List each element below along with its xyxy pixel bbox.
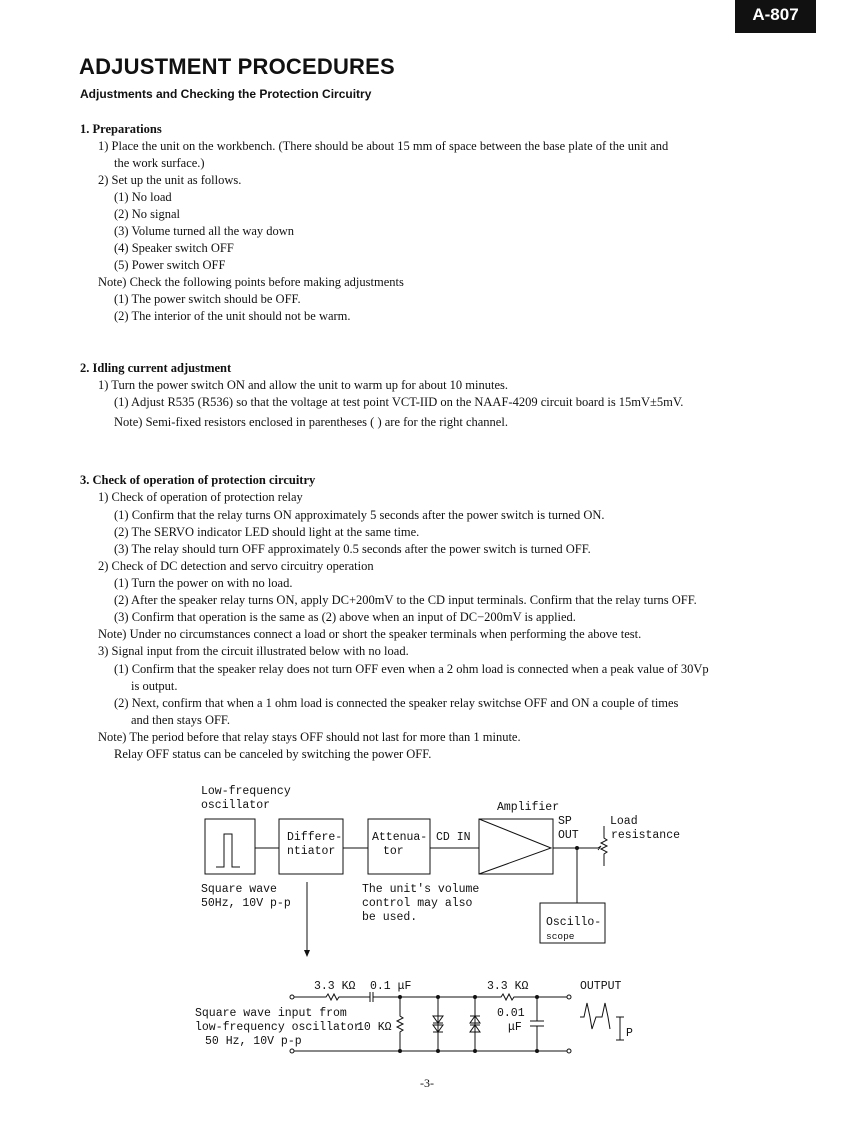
note: Note) Check the following points before making adjustments bbox=[98, 275, 404, 289]
label: Attenua- bbox=[372, 831, 428, 844]
label: Oscillo- bbox=[546, 916, 602, 929]
label: Load bbox=[610, 815, 638, 828]
label: resistance bbox=[611, 829, 681, 842]
list-item: (2) No signal bbox=[114, 207, 180, 221]
note: Relay OFF status can be canceled by switching the power OFF. bbox=[114, 747, 432, 761]
label: Low-frequency bbox=[201, 785, 291, 798]
diode-icon bbox=[433, 997, 443, 1051]
list-item: (2) Next, confirm that when a 1 ohm load is connected the speaker relay switchse OFF and ON a couple of times bbox=[114, 696, 679, 710]
model-badge: A-807 bbox=[735, 0, 816, 33]
label: control may also bbox=[362, 897, 473, 910]
label: P bbox=[626, 1027, 633, 1040]
label: oscillator bbox=[201, 799, 271, 812]
label: SP bbox=[558, 815, 572, 828]
list-item: (3) Confirm that operation is the same as (2) above when an input of DC−200mV is applied. bbox=[114, 610, 576, 624]
list-item: (1) Confirm that the speaker relay does not turn OFF even when a 2 ohm load is connected when a peak value of 30Vp bbox=[114, 662, 709, 676]
label: low-frequency oscillator bbox=[195, 1021, 361, 1034]
list-item: (4) Speaker switch OFF bbox=[114, 241, 234, 255]
label: 50 Hz, 10V p-p bbox=[205, 1035, 302, 1048]
resistor-10k-icon bbox=[397, 997, 403, 1051]
list-item: (1) No load bbox=[114, 190, 172, 204]
text-line: the work surface.) bbox=[114, 156, 205, 170]
list-item: (2) The SERVO indicator LED should light at the same time. bbox=[114, 525, 420, 539]
list-item: (1) The power switch should be OFF. bbox=[114, 292, 301, 306]
list-item: (2) The interior of the unit should not be warm. bbox=[114, 309, 351, 323]
label: Differe- bbox=[287, 831, 343, 844]
output-waveform-icon bbox=[580, 1003, 610, 1029]
label: 3.3 KΩ bbox=[487, 980, 529, 993]
label: 0.01 bbox=[497, 1007, 525, 1020]
note: Note) Under no circumstances connect a load or short the speaker terminals when performing the above test. bbox=[98, 627, 642, 641]
text-line: 3) Signal input from the circuit illustrated below with no load. bbox=[98, 644, 409, 658]
note: Note) The period before that relay stays OFF should not last for more than 1 minute. bbox=[98, 730, 521, 744]
page-title: ADJUSTMENT PROCEDURES bbox=[79, 54, 395, 79]
label: 10 KΩ bbox=[357, 1021, 392, 1034]
diode-icon bbox=[470, 997, 480, 1051]
list-item: (2) After the speaker relay turns ON, apply DC+200mV to the CD input terminals. Confirm that the relay turns OFF. bbox=[114, 593, 697, 607]
label: be used. bbox=[362, 911, 418, 924]
text-line: 1) Turn the power switch ON and allow the unit to warm up for about 10 minutes. bbox=[98, 378, 509, 392]
list-item: (1) Confirm that the relay turns ON approximately 5 seconds after the power switch is turned ON. bbox=[114, 508, 605, 522]
label: μF bbox=[508, 1021, 522, 1034]
list-item: (1) Adjust R535 (R536) so that the voltage at test point VCT-IID on the NAAF-4209 circuit board is 15mV±5mV. bbox=[114, 395, 684, 409]
label: OUT bbox=[558, 829, 579, 842]
label: Square wave bbox=[201, 883, 277, 896]
label: The unit's volume bbox=[362, 883, 480, 896]
page-number: -3- bbox=[420, 1076, 434, 1090]
list-item: is output. bbox=[131, 679, 178, 693]
label: Amplifier bbox=[497, 801, 560, 814]
label: OUTPUT bbox=[580, 980, 622, 993]
capacitor-icon bbox=[530, 997, 544, 1051]
label: CD IN bbox=[436, 831, 471, 844]
text-line: 2) Check of DC detection and servo circuitry operation bbox=[98, 559, 374, 573]
text-line: 1) Check of operation of protection relay bbox=[98, 490, 303, 504]
list-item: (5) Power switch OFF bbox=[114, 258, 226, 272]
list-item: (3) Volume turned all the way down bbox=[114, 224, 295, 238]
top-wire bbox=[294, 992, 567, 1002]
list-item: (3) The relay should turn OFF approximately 0.5 seconds after the power switch is turned OFF. bbox=[114, 542, 591, 556]
list-item: (1) Turn the power on with no load. bbox=[114, 576, 293, 590]
label: 50Hz, 10V p-p bbox=[201, 897, 291, 910]
section-heading: 2. Idling current adjustment bbox=[80, 361, 232, 375]
section-heading: 1. Preparations bbox=[80, 122, 162, 136]
label: 3.3 KΩ bbox=[314, 980, 356, 993]
label: Square wave input from bbox=[195, 1007, 347, 1020]
text-line: 1) Place the unit on the workbench. (There should be about 15 mm of space between the base plate of the unit and bbox=[98, 139, 669, 153]
label: tor bbox=[383, 845, 404, 858]
note: Note) Semi-fixed resistors enclosed in parentheses ( ) are for the right channel. bbox=[114, 415, 508, 429]
page-subtitle: Adjustments and Checking the Protection Circuitry bbox=[80, 87, 372, 101]
label: 0.1 μF bbox=[370, 980, 412, 993]
label: scope bbox=[546, 931, 575, 942]
label: ntiator bbox=[287, 845, 336, 858]
section-heading: 3. Check of operation of protection circuitry bbox=[80, 473, 316, 487]
text-line: 2) Set up the unit as follows. bbox=[98, 173, 242, 187]
list-item: and then stays OFF. bbox=[131, 713, 230, 727]
